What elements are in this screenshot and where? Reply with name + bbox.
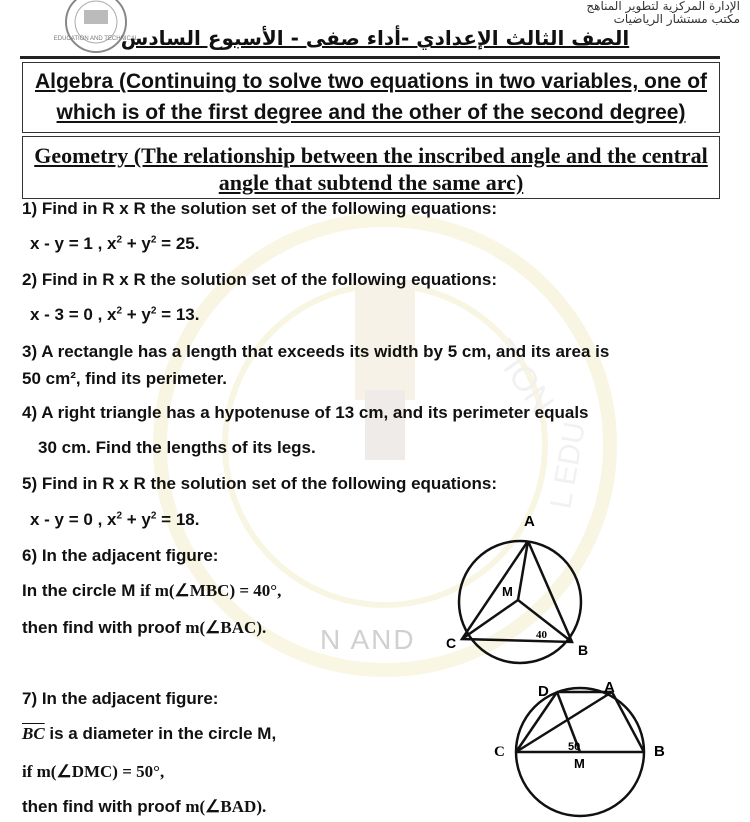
algebra-heading [22,62,720,133]
header-org-line1: الإدارة المركزية لتطوير المناهج [586,0,740,13]
q6-line2: In the circle M if m(∠MBC) = 40°, [22,581,282,600]
q4-line2: 30 cm. Find the lengths of its legs. [38,438,316,457]
figure2-label-B: B [654,743,665,760]
header-arabic-org [586,0,740,26]
q2-equation: x - 3 = 0 , $x^2 + y^2 = 13$. [30,305,200,324]
header-org-line2: مكتب مستشار الرياضيات [613,12,740,26]
figure2-angle-label: 50 [568,741,581,753]
figure2-label-A: A [604,679,615,696]
header-arabic-title [0,26,750,50]
figure1-circle-diagram [438,510,608,662]
header-rule [20,56,720,59]
geometry-heading [22,136,720,199]
q7-line1: 7) In the adjacent figure: [22,689,219,708]
q5-line1: 5) Find in R x R the solution set of the following equations: [22,474,498,493]
geometry-heading-text: Geometry (The relationship between the inscribed angle and the central angle that subtend the same arc) [34,143,708,195]
figure2-label-C: C [494,744,505,760]
svg-text:EDUCATION AND TECHNICAL: EDUCATION AND TECHNICAL [53,36,139,42]
figure2-circle-diagram [488,680,678,822]
header-title-text: الصف الثالث الإعدادي -أداء صفى - الأسبوع السادس [120,26,630,50]
segment-bc: $\overline{BC}$ [22,724,45,743]
watermark-text: N AND [320,624,416,655]
q5-equation: x - y = 0 , $x^2 + y^2 = 18$. [30,510,200,529]
q4-line1: 4) A right triangle has a hypotenuse of 13 cm, and its perimeter equals [22,403,589,422]
svg-text:L EDU: L EDU [544,419,593,512]
q6-line3: then find with proof m(∠BAC). [22,618,267,637]
q7-line2: $\overline{BC}$ is a diameter in the circle M, [22,724,277,743]
q3-line1: 3) A rectangle has a length that exceeds its width by 5 cm, and its area is [22,342,610,361]
figure1-label-B: B [578,642,589,658]
svg-text:TION: TION [483,332,562,422]
q7-line3: if m(∠DMC) = 50°, [22,762,165,781]
q7-line4: then find with proof m(∠BAD). [22,797,267,816]
figure1-angle-label: 40 [536,629,547,641]
q3-line2: 50 cm², find its perimeter. [22,369,228,388]
q2-line1: 2) Find in R x R the solution set of the following equations: [22,270,498,289]
figure1-label-C: C [446,635,457,651]
q1-line1: 1) Find in R x R the solution set of the following equations: [22,199,498,218]
figure1-label-A: A [524,513,535,530]
figure2-label-D: D [538,683,549,700]
q6-line1: 6) In the adjacent figure: [22,546,219,565]
algebra-heading-text: Algebra (Continuing to solve two equations in two variables, one of which is of the first degree and the other of the second degree) [34,70,708,124]
figure2-label-M: M [574,756,585,771]
figure1-label-M: M [502,584,513,599]
q1-equation: x - y = 1 , $x^2 + y^2 = 25$. [30,234,200,253]
